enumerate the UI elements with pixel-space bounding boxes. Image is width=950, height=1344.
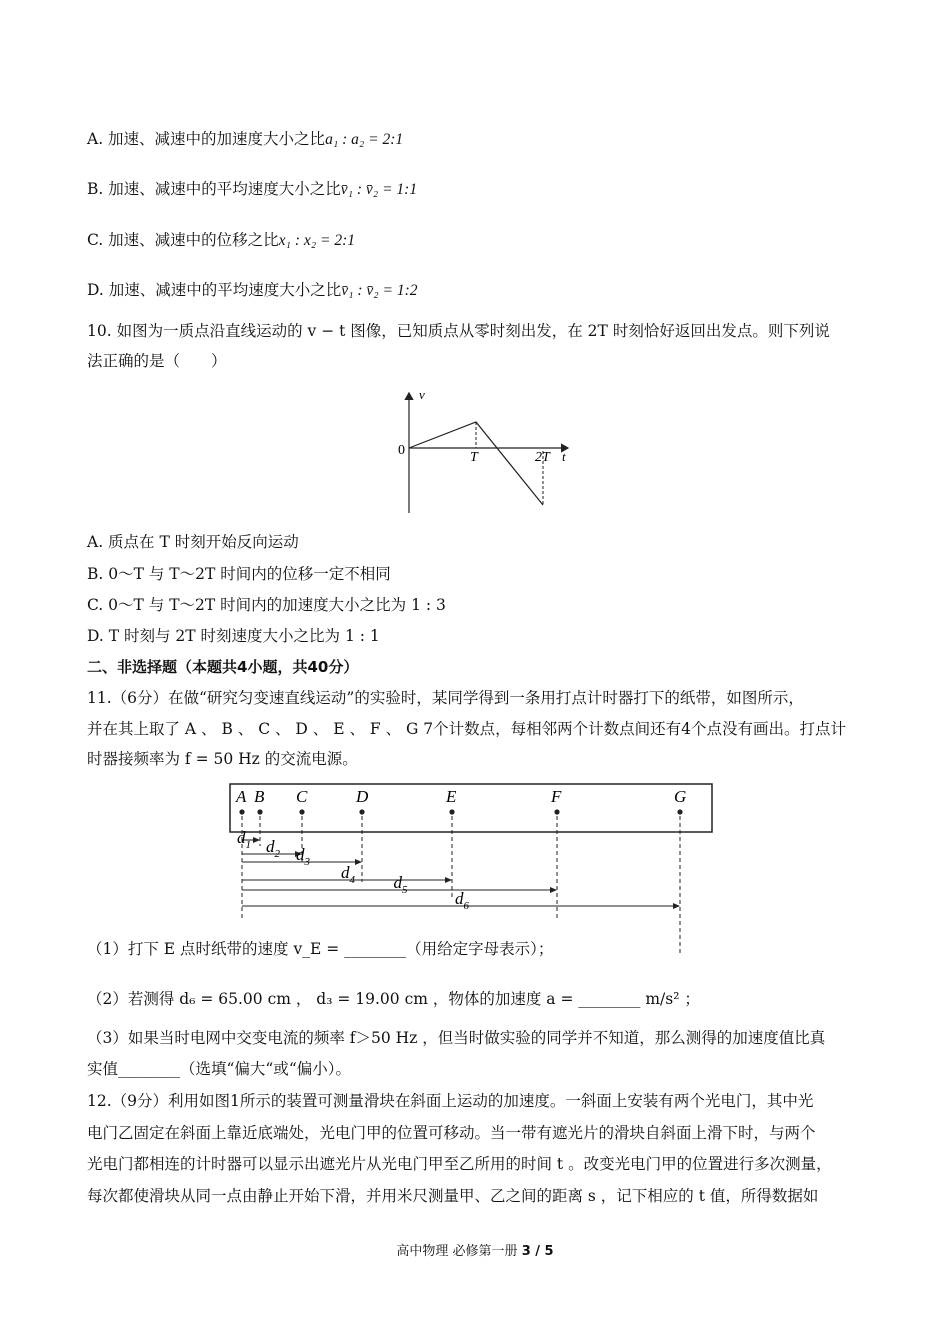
q10-option-b: B. 0～T 与 T～2T 时间内的位移一定不相同 <box>87 565 391 583</box>
section-title: 二、非选择题（本题共4小题，共40分） <box>87 658 359 676</box>
q11-sub1: （1）打下 E 点时纸带的速度 v_E = ________（用给定字母表示）； <box>87 940 554 958</box>
tape-point-dot-C <box>299 809 304 814</box>
v-label: v <box>419 387 425 402</box>
q12-line4: 每次都使滑块从同一点由静止开始下滑，并用米尺测量甲、乙之间的距离 s ，记下相应的 t 值，所得数据如 <box>87 1187 819 1205</box>
tape-points <box>235 787 686 815</box>
tape-dimensions <box>237 816 680 954</box>
tape-point-label-F: F <box>551 787 562 806</box>
t-label: t <box>562 449 566 464</box>
vt-graph <box>390 385 580 520</box>
page-footer <box>0 1240 950 1259</box>
q11-line3: 时器接频率为 f = 50 Hz 的交流电源。 <box>87 750 358 768</box>
option-math: x₁ : x₂ = 2:1 <box>278 232 355 249</box>
tape-point-dot-A <box>239 809 244 814</box>
page-number: 3 / 5 <box>521 1244 554 1259</box>
option-math: v̄₁ : v̄₂ = 1:2 <box>341 282 418 299</box>
dim-label-d3: $d_3$ <box>296 845 310 868</box>
dim-label-d6: $d_6$ <box>455 889 469 912</box>
q9-option-a <box>87 128 403 151</box>
q11-sub3-line2: 实值________（选填“偏大“或“偏小）。 <box>87 1060 352 1078</box>
q10-option-c: C. 0～T 与 T～2T 时间内的加速度大小之比为 1 : 3 <box>87 596 446 614</box>
q12-line1: 12.（9分）利用如图1所示的装置可测量滑块在斜面上运动的加速度。一斜面上安装有两个光电门，其中光 <box>87 1092 814 1110</box>
tape-point-label-B: B <box>254 787 265 806</box>
2T-label: 2T <box>535 450 550 465</box>
dim-arrow-d3 <box>355 859 362 865</box>
tape-point-label-E: E <box>446 787 457 806</box>
tape-point-dot-G <box>677 809 682 814</box>
tape-point-dot-B <box>257 809 262 814</box>
q10-option-d: D. T 时刻与 2T 时刻速度大小之比为 1 : 1 <box>87 627 380 645</box>
q9-option-b <box>87 178 417 201</box>
option-text: A. 加速、减速中的加速度大小之比 <box>87 130 326 148</box>
footer-subject: 高中物理 必修第一册 <box>396 1244 522 1259</box>
q12-line2: 电门乙固定在斜面上靠近底端处，光电门甲的位置可移动。当一带有遮光片的滑块自斜面上滑下时，与两个 <box>87 1124 816 1142</box>
tape-point-label-C: C <box>296 787 308 806</box>
q12-line3: 光电门都相连的计时器可以显示出遮光片从光电门甲至乙所用的时间 t 。改变光电门甲的位置进行多次测量， <box>87 1155 832 1173</box>
dim-arrow-d5 <box>550 887 557 893</box>
dim-arrow-d1 <box>253 837 260 843</box>
option-text: B. 加速、减速中的平均速度大小之比 <box>87 180 341 198</box>
dim-label-d4: $d_4$ <box>341 863 355 886</box>
q9-option-d <box>87 279 418 302</box>
T-label: T <box>470 450 478 465</box>
q11-line2: 并在其上取了 A 、 B 、 C 、 D 、 E 、 F 、 G 7个计数点，每相邻两个计数点间还有4个点没有画出。打点计 <box>87 720 847 738</box>
q11-sub2: （2）若测得 d₆ = 65.00 cm ， d₃ = 19.00 cm ，物体的加速度 a = ________ m/s² ； <box>87 990 700 1008</box>
q10-option-a: A. 质点在 T 时刻开始反向运动 <box>87 533 299 551</box>
dim-label-d2: $d_2$ <box>266 837 280 860</box>
dim-label-d1: $d_1$ <box>237 828 251 851</box>
q11-line1: 11.（6分）在做“研究匀变速直线运动”的实验时，某同学得到一条用打点计时器打下的纸带，如图所示， <box>87 689 804 707</box>
option-text: C. 加速、减速中的位移之比 <box>87 231 279 249</box>
q9-option-c <box>87 229 355 252</box>
origin-label: 0 <box>398 443 405 458</box>
tape-point-dot-F <box>554 809 559 814</box>
q11-sub3-line1: （3）如果当时电网中交变电流的频率 f＞50 Hz ，但当时做实验的同学并不知道，那么测得的加速度值比真 <box>87 1029 826 1047</box>
tape-point-label-D: D <box>356 787 369 806</box>
dim-arrow-d6 <box>673 903 680 909</box>
dim-arrow-d4 <box>445 877 452 883</box>
option-text: D. 加速、减速中的平均速度大小之比 <box>87 281 342 299</box>
tape-point-dot-D <box>359 809 364 814</box>
tape-point-label-G: G <box>674 787 687 806</box>
q10-stem-line2: 法正确的是（ ） <box>87 352 227 370</box>
tape-diagram <box>222 780 717 920</box>
q10-stem-line1: 10. 如图为一质点沿直线运动的 v − t 图像，已知质点从零时刻出发，在 2T 时刻恰好返回出发点。则下列说 <box>87 322 830 340</box>
dim-label-d5: $d_5$ <box>393 873 408 896</box>
tape-point-label-A: A <box>236 787 247 806</box>
tape-point-dot-E <box>449 809 454 814</box>
option-math: a₁ : a₂ = 2:1 <box>325 131 404 148</box>
option-math: v̄₁ : v̄₂ = 1:1 <box>340 181 418 198</box>
